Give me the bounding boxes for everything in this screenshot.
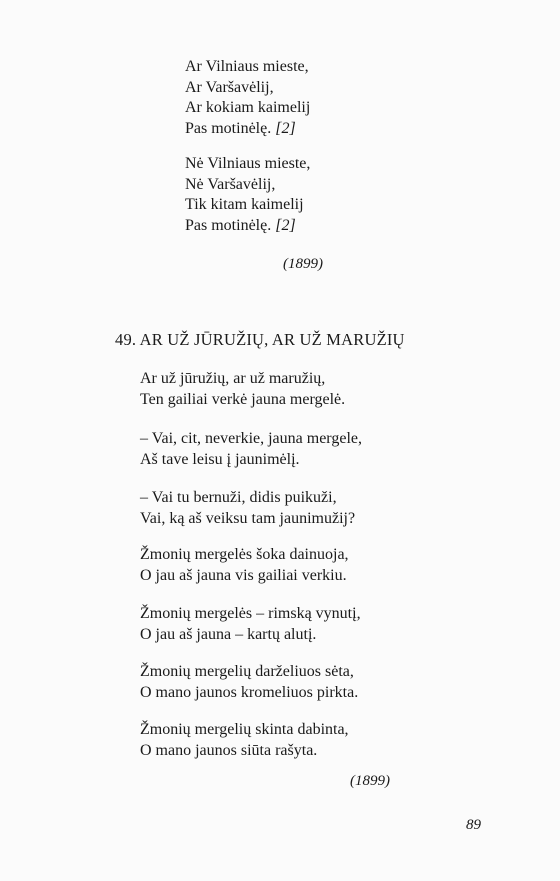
poem-48-stanza-2 <box>185 154 310 236</box>
poem-line: O mano jaunos kromeliuos pirkta. <box>140 683 359 701</box>
poem-48-stanza-1 <box>185 57 310 139</box>
poem-line <box>185 216 310 237</box>
poem-49-stanza <box>140 429 362 470</box>
poem-line: Žmonių mergelių skinta dabinta, <box>140 721 349 738</box>
poem-49-date: (1899) <box>350 773 390 789</box>
poem-49-stanza <box>140 488 355 529</box>
poem-49-stanza <box>140 662 358 703</box>
poem-heading: 49. AR UŽ JŪRUŽIŲ, AR UŽ MARUŽIŲ <box>115 330 405 349</box>
poem-line: Nė Varšavėlij, <box>185 175 276 193</box>
poem-line: O mano jaunos siūta rašyta. <box>140 741 318 759</box>
repeat-mark: [2] <box>275 119 296 137</box>
poem-line: O jau aš jauna vis gailiai verkiu. <box>140 566 347 584</box>
poem-line: Žmonių mergelės – rimską vynutį, <box>140 605 361 622</box>
poem-line: Ar Varšavėlij, <box>185 78 274 96</box>
poem-line: Žmonių mergelių darželiuos sėta, <box>140 663 354 680</box>
poem-line: Ten gailiai verkė jauna mergelė. <box>140 390 346 408</box>
poem-line: – Vai tu bernuži, didis puikuži, <box>140 489 337 506</box>
poem-line: Nė Vilniaus mieste, <box>185 155 311 172</box>
poem-line: Tik kitam kaimelij <box>185 196 304 213</box>
poem-line: Aš tave leisu į jaunimėlį. <box>140 450 300 468</box>
poem-line: O jau aš jauna – kartų alutį. <box>140 625 317 643</box>
poem-line <box>185 119 310 140</box>
page-number: 89 <box>466 817 481 833</box>
poem-line: Žmonių mergelės šoka dainuoja, <box>140 546 349 563</box>
poem-49-stanza <box>140 545 349 586</box>
poem-49-stanza <box>140 604 361 645</box>
poem-line-text: Pas motinėlę. <box>185 119 272 137</box>
poem-line: Ar už jūružių, ar už maružių, <box>140 370 326 387</box>
poem-line: Ar Vilniaus mieste, <box>185 58 309 75</box>
poem-line: Vai, ką aš veiksu tam jaunimužij? <box>140 509 356 527</box>
poem-line: – Vai, cit, neverkie, jauna mergele, <box>140 430 362 447</box>
poem-49-stanza <box>140 720 349 761</box>
poem-line: Ar kokiam kaimelij <box>185 99 311 116</box>
poem-48-date: (1899) <box>283 256 323 272</box>
poem-line-text: Pas motinėlę. <box>185 216 272 234</box>
poem-49-stanza <box>140 369 345 410</box>
repeat-mark: [2] <box>275 216 296 234</box>
